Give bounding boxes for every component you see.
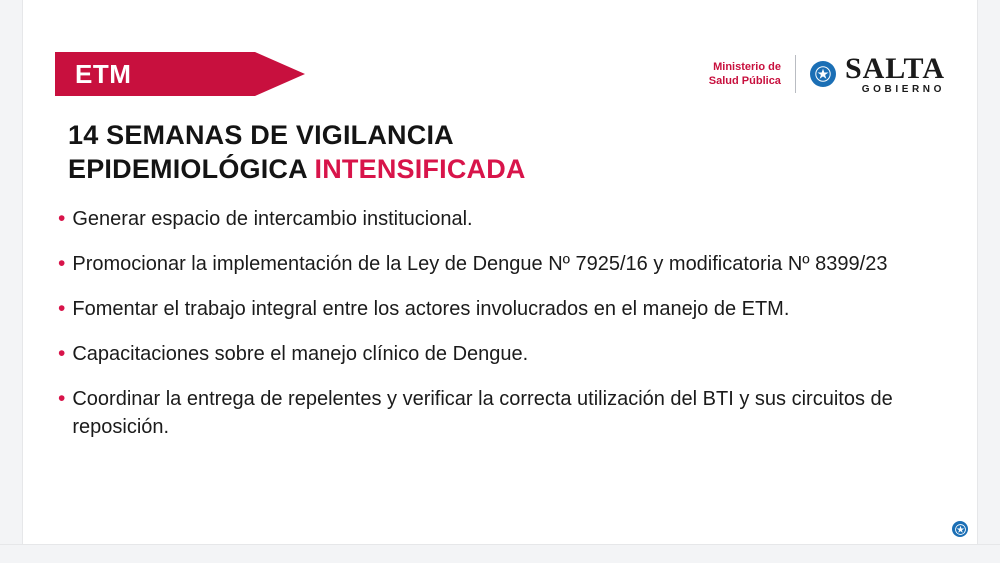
bullet-marker-icon: • <box>58 297 66 320</box>
list-item <box>58 385 948 441</box>
ministry-name-line2: Salud Pública <box>708 75 781 87</box>
ribbon-arrow <box>255 52 305 96</box>
page-title-highlight: INTENSIFICADA <box>314 154 526 184</box>
list-item-text: Fomentar el trabajo integral entre los actores involucrados en el manejo de ETM. <box>72 298 790 320</box>
slide-bottom-margin <box>0 544 1000 563</box>
list-item-text: Capacitaciones sobre el manejo clínico de Dengue. <box>72 343 529 365</box>
slide-left-margin <box>0 0 23 563</box>
list-item <box>58 295 948 323</box>
ribbon-label: ETM <box>75 59 132 89</box>
bullet-list <box>58 205 948 458</box>
list-item <box>58 250 948 278</box>
salta-seal-icon <box>810 61 836 87</box>
page-title-line2 <box>68 152 948 186</box>
ministry-name-line1: Ministerio de <box>713 61 781 73</box>
page-title-line2-plain: EPIDEMIOLÓGICA <box>68 154 315 184</box>
list-item-text: Generar espacio de intercambio institucional. <box>72 208 473 230</box>
bullet-marker-icon: • <box>58 207 66 230</box>
page-title <box>68 118 948 186</box>
list-item <box>58 205 948 233</box>
ministry-logo-block <box>709 50 945 98</box>
list-item-text: Coordinar la entrega de repelentes y verificar la correcta utilización del BTI y sus circuitos de reposición. <box>72 388 893 438</box>
salta-brand-sub: GOBIERNO <box>861 83 945 95</box>
page-title-line1: 14 SEMANAS DE VIGILANCIA <box>68 120 454 150</box>
list-item <box>58 340 948 368</box>
salta-brand-name: SALTA <box>844 51 945 85</box>
ministry-name <box>709 60 795 88</box>
salta-government-logo <box>796 51 945 95</box>
list-item-text: Promocionar la implementación de la Ley de Dengue Nº 7925/16 y modificatoria Nº 8399/23 <box>72 253 888 275</box>
salta-wordmark <box>844 51 945 95</box>
etm-ribbon-banner <box>55 52 305 96</box>
bullet-marker-icon: • <box>58 252 66 275</box>
bullet-marker-icon: • <box>58 387 66 410</box>
bullet-marker-icon: • <box>58 342 66 365</box>
corner-seal-icon <box>952 521 968 537</box>
slide-right-margin <box>977 0 1000 563</box>
